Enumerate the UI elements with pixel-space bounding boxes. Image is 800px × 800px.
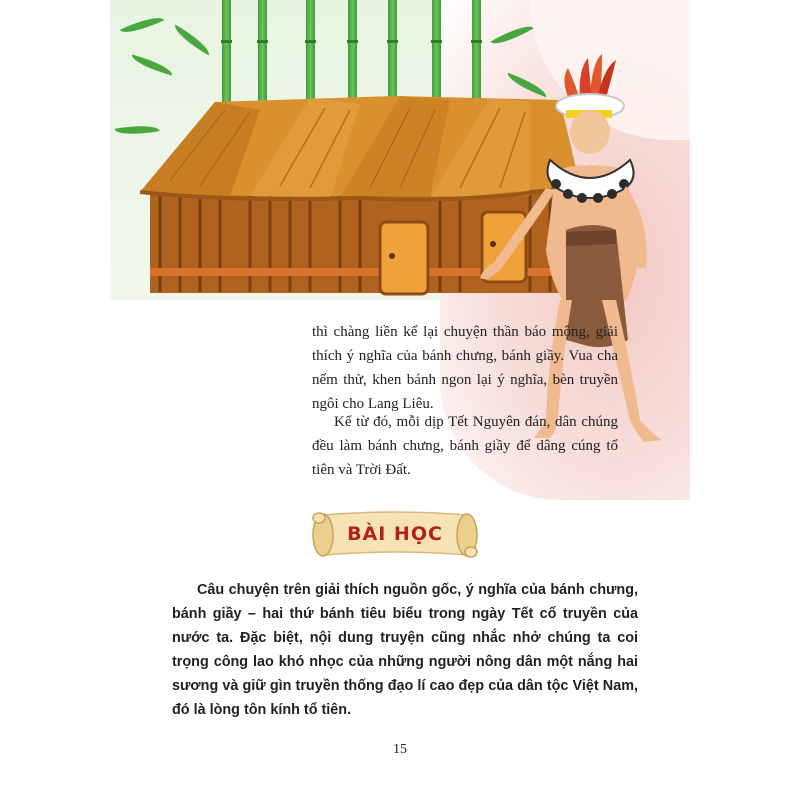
lesson-text: Câu chuyện trên giải thích nguồn gốc, ý nghĩa của bánh chưng, bánh giầy – hai thứ bánh tiêu biểu trong ngày Tết cổ truyền của nước ta. Đặc biệt, nội dung truyện cũng nhắc nhở chúng ta coi trọng công lao khó nhọc của những người nông dân một nắng hai sương và giữ gìn truyền thống đạo lí cao đẹp của dân tộc Việt Nam, đó là lòng tôn kính tổ tiên.	[172, 582, 638, 718]
lesson-title: BÀI HỌC	[347, 523, 443, 545]
story-paragraph-1: thì chàng liền kể lại chuyện thần báo mộng, giải thích ý nghĩa của bánh chưng, bánh giầy. Vua cha nếm thử, khen bánh ngon lại ý nghĩa, bèn truyền ngôi cho Lang Liêu.	[312, 324, 618, 412]
thatched-house	[140, 96, 580, 294]
lesson-banner	[305, 505, 485, 563]
story-paragraph-2: Kể từ đó, mỗi dịp Tết Nguyên đán, dân chúng đều làm bánh chưng, bánh giầy để dâng cúng tổ tiên và Trời Đất.	[312, 414, 618, 478]
page-number: 15	[393, 742, 407, 757]
